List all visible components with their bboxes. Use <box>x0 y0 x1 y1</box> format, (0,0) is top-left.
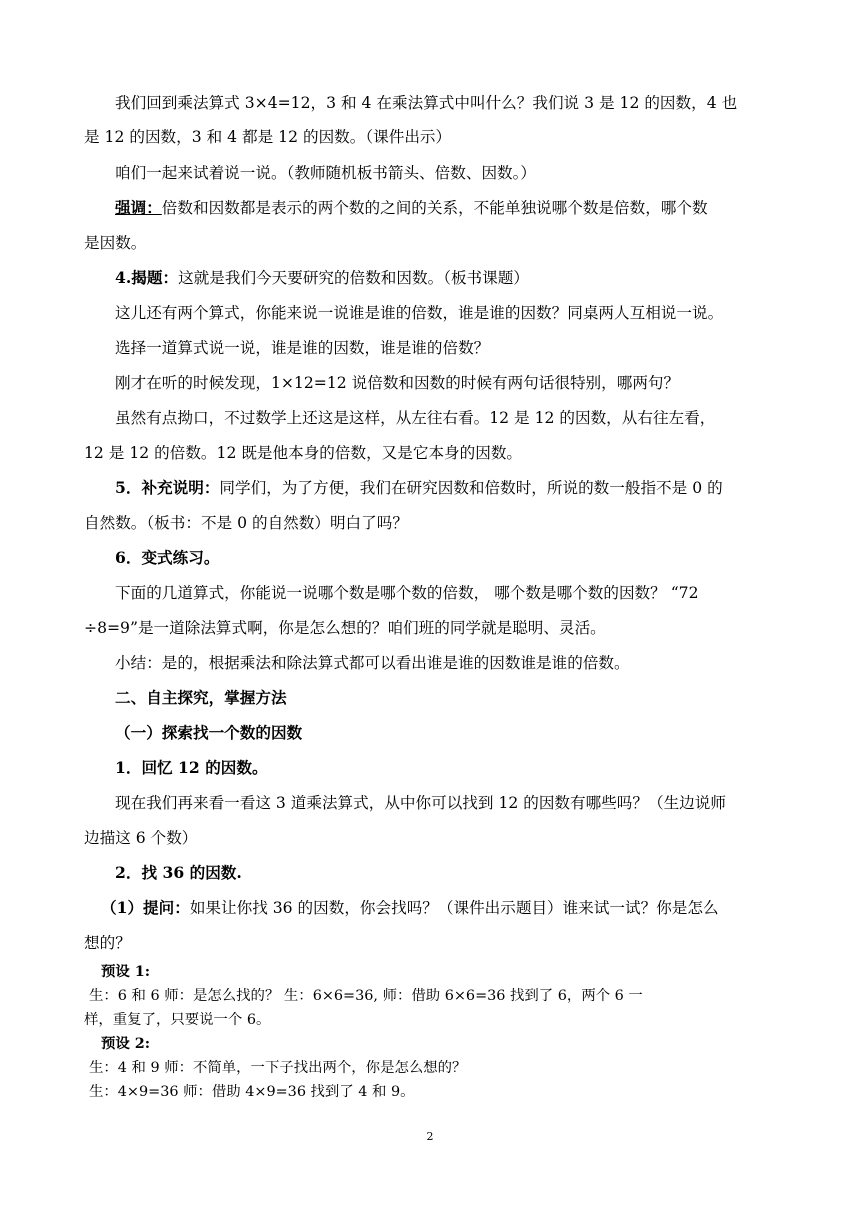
preset-label: 预设 1: <box>101 963 151 980</box>
reveal-text: 这就是我们今天要研究的倍数和因数。（板书课题） <box>178 269 529 287</box>
paragraph-line: 边描这 6 个数） <box>84 829 198 847</box>
paragraph-line: 我们回到乘法算式 3×4=12，3 和 4 在乘法算式中叫什么？我们说 3 是 12 的因数，4 也 <box>115 94 738 112</box>
section-heading: 6．变式练习。 <box>115 548 220 567</box>
question-paragraph <box>101 898 801 918</box>
emphasis-label: 强调： <box>115 198 162 217</box>
paragraph-line: 下面的几道算式，你能说一说哪个数是哪个数的倍数， 哪个数是哪个数的因数？ “72 <box>115 584 699 602</box>
question-label: （1）提问： <box>101 898 190 917</box>
paragraph-line: 现在我们再来看一看这 3 道乘法算式，从中你可以找到 12 的因数有哪些吗？（生边说师 <box>115 794 726 812</box>
paragraph-line: 这儿还有两个算式，你能来说一说谁是谁的倍数，谁是谁的因数？同桌两人互相说一说。 <box>115 304 724 322</box>
dialogue-line: 生：6 和 6 师：是怎么找的？ 生：6×6=36, 师：借助 6×6=36 找到了 6，两个 6 一 <box>89 988 643 1004</box>
preset-label: 预设 2: <box>101 1035 151 1052</box>
supplement-paragraph <box>115 478 815 498</box>
dialogue-line: 样，重复了，只要说一个 6。 <box>84 1012 271 1028</box>
summary-line: 小结：是的，根据乘法和除法算式都可以看出谁是谁的因数谁是谁的倍数。 <box>115 654 630 672</box>
paragraph-line: 选择一道算式说一说，谁是谁的因数，谁是谁的倍数？ <box>115 339 490 357</box>
reveal-label: 4.揭题： <box>115 268 179 287</box>
section-heading: （一）探索找一个数的因数 <box>115 723 303 742</box>
paragraph-line: 刚才在听的时候发现，1×12=12 说倍数和因数的时候有两句话很特别，哪两句？ <box>115 374 680 392</box>
supplement-text: 同学们，为了方便，我们在研究因数和倍数时，所说的数一般指不是 0 的 <box>219 479 723 497</box>
paragraph-line: 咱们一起来试着说一说。（教师随机板书箭头、倍数、因数。） <box>115 164 537 182</box>
paragraph-line: 是 12 的因数，3 和 4 都是 12 的因数。（课件出示） <box>84 128 452 146</box>
supplement-label: 5．补充说明： <box>115 478 220 497</box>
emphasis-paragraph <box>115 198 815 218</box>
paragraph-line: 是因数。 <box>84 234 147 252</box>
section-heading: 1．回忆 12 的因数。 <box>115 758 268 777</box>
page-number: 2 <box>426 1130 434 1143</box>
section-heading: 二、自主探究，掌握方法 <box>115 688 287 707</box>
paragraph-line: 虽然有点拗口，不过数学上还这是这样，从左往右看。12 是 12 的因数，从右往左看， <box>115 409 716 427</box>
dialogue-line: 生：4×9=36 师：借助 4×9=36 找到了 4 和 9。 <box>89 1084 415 1100</box>
paragraph-line: ÷8=9”是一道除法算式啊，你是怎么想的？咱们班的同学就是聪明、灵活。 <box>84 619 606 637</box>
paragraph-line: 想的？ <box>84 934 131 952</box>
section-heading: 2．找 36 的因数. <box>115 863 242 882</box>
question-text: 如果让你找 36 的因数，你会找吗？（课件出示题目）谁来试一试？你是怎么 <box>189 899 719 917</box>
emphasis-text: 倍数和因数都是表示的两个数的之间的关系，不能单独说哪个数是倍数，哪个数 <box>161 199 708 217</box>
dialogue-line: 生：4 和 9 师：不简单，一下子找出两个，你是怎么想的？ <box>89 1060 467 1076</box>
paragraph-line: 自然数。（板书：不是 0 的自然数）明白了吗？ <box>84 514 408 532</box>
paragraph-line: 12 是 12 的倍数。12 既是他本身的倍数，又是它本身的因数。 <box>84 444 523 462</box>
reveal-paragraph <box>115 268 815 288</box>
